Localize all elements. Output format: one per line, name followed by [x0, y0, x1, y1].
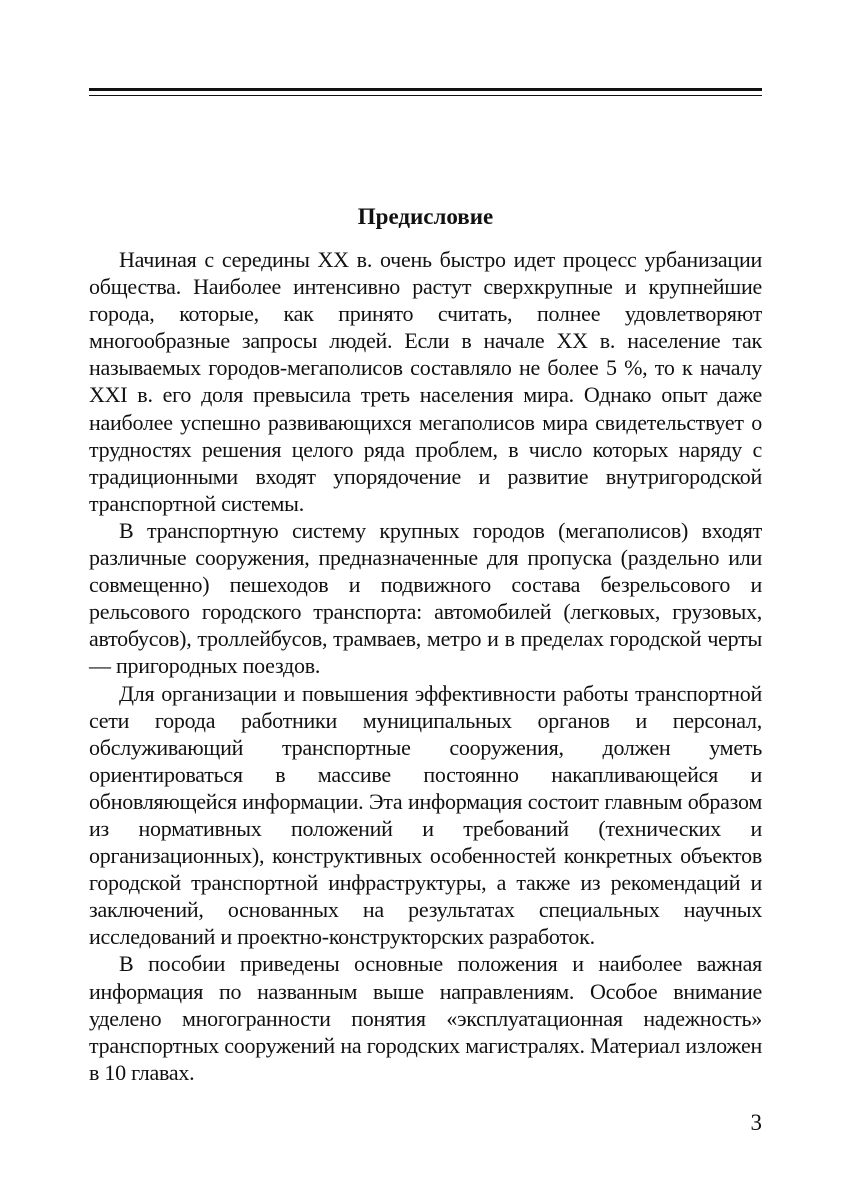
section-title: Предисловие	[357, 204, 494, 229]
header-rule-thick	[89, 88, 762, 91]
paragraph-3: Для организации и повышения эффективности работы транспортной сети города работники муниципальных органов и персонал, обслуживающий транспортные сооружения, должен уметь ориентироваться в массиве постоянно накапливающейся и обновляющейся информации. Эта информация состоит главным образом из нормативных положений и требований (технических и организационных), конструктивных особенностей конкретных объектов городской транспортной инфраструктуры, а также из рекомендаций и заключений, основанных на результатах специальных научных исследований и проектно-конструкторских разработок.	[89, 680, 762, 950]
paragraph-1: Начиная с середины XX в. очень быстро идет процесс урбанизации общества. Наиболее интенсивно растут сверхкрупные и крупнейшие города, которые, как принято считать, полнее удовлетворяют многообразные запросы людей. Если в начале XX в. население так называемых городов-мегаполисов составляло не более 5 %, то к началу XXI в. его доля превысила треть населения мира. Однако опыт даже наиболее успешно развивающихся мегаполисов мира свидетельствует о трудностях решения целого ряда проблем, в число которых наряду с традиционными входят упорядочение и развитие внутригородской транспортной системы.	[89, 247, 762, 516]
body-text	[89, 246, 762, 1086]
page-number: 3	[750, 1110, 762, 1135]
paragraph-2: В транспортную систему крупных городов (мегаполисов) входят различные сооружения, предназначенные для пропуска (раздельно или совмещенно) пешеходов и подвижного состава безрельсового и рельсового городского транспорта: автомобилей (легковых, грузовых, автобусов), троллейбусов, трамваев, метро и в пределах городской черты — пригородных поездов.	[89, 517, 762, 679]
header-rule-thin	[89, 95, 762, 96]
paragraph-4: В пособии приведены основные положения и наиболее важная информация по названным выше направлениям. Особое внимание уделено многогранности понятия «эксплуатационная надежность» транспортных сооружений на городских магистралях. Материал изложен в 10 главах.	[89, 951, 762, 1085]
